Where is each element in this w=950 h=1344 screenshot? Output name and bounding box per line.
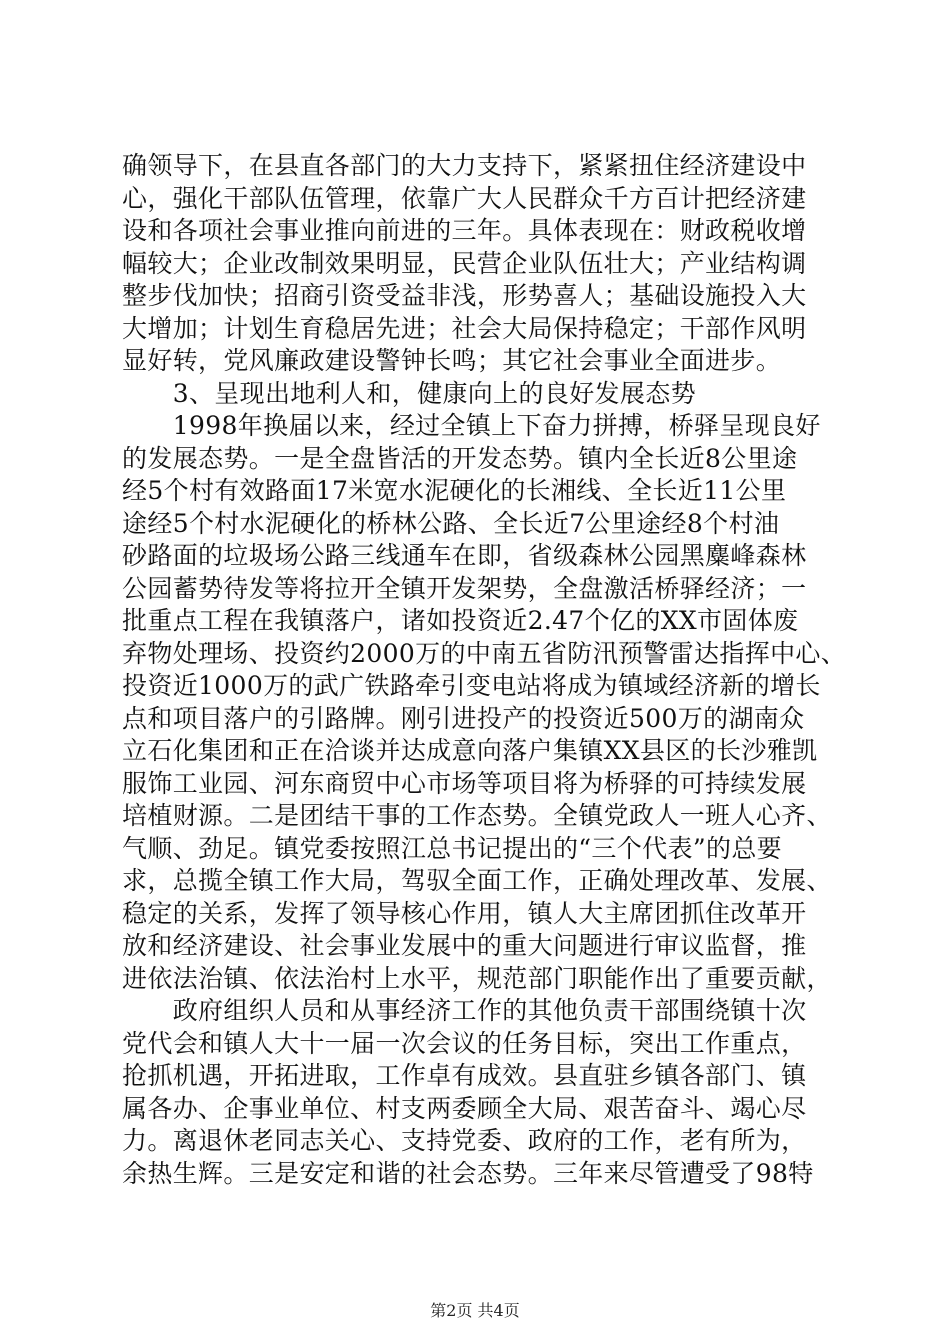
text-line: 显好转，党风廉政建设警钟长鸣；其它社会事业全面进步。 bbox=[122, 346, 782, 375]
body-text-block-2 bbox=[122, 995, 832, 1190]
text-line: 培植财源。二是团结干事的工作态势。全镇党政人一班人心齐、 bbox=[122, 801, 832, 830]
text-line: 公园蓄势待发等将拉开全镇开发架势，全盘激活桥驿经济；一 bbox=[122, 573, 807, 603]
text-line: 幅较大；企业改制效果明显，民营企业队伍壮大；产业结构调 bbox=[122, 248, 807, 278]
text-line: 确领导下，在县直各部门的大力支持下，紧紧扭住经济建设中 bbox=[122, 151, 807, 180]
text-line: 砂路面的垃圾场公路三线通车在即，省级森林公园黑麋峰森林 bbox=[122, 541, 807, 570]
text-line: 余热生辉。三是安定和谐的社会态势。三年来尽管遭受了98特 bbox=[122, 1158, 814, 1188]
text-line: 服饰工业园、河东商贸中心市场等项目将为桥驿的可持续发展 bbox=[122, 768, 807, 798]
text-line: 气顺、劲足。镇党委按照江总书记提出的“三个代表”的总要 bbox=[122, 833, 783, 863]
text-line: 途经5个村水泥硬化的桥林公路、全长近7公里途经8个村油 bbox=[122, 508, 780, 538]
body-text-block-1 bbox=[122, 150, 847, 995]
text-line: 整步伐加快；招商引资受益非浅，形势喜人；基础设施投入大 bbox=[122, 281, 807, 310]
text-line: 放和经济建设、社会事业发展中的重大问题进行审议监督，推 bbox=[122, 931, 807, 960]
text-line: 进依法治镇、依法治村上水平，规范部门职能作出了重要贡献， bbox=[122, 963, 832, 993]
text-line: 党代会和镇人大十一届一次会议的任务目标，突出工作重点， bbox=[122, 1028, 807, 1058]
text-line: 属各办、企事业单位、村支两委顾全大局、艰苦奋斗、竭心尽 bbox=[122, 1093, 807, 1123]
text-line: 力。离退休老同志关心、支持党委、政府的工作，老有所为， bbox=[122, 1126, 807, 1155]
text-line: 批重点工程在我镇落户，诸如投资近2.47个亿的XX市固体废 bbox=[122, 606, 799, 635]
text-line: 经5个村有效路面17米宽水泥硬化的长湘线、全长近11公里 bbox=[122, 476, 787, 505]
text-line: 大增加；计划生育稳居先进；社会大局保持稳定；干部作风明 bbox=[122, 313, 807, 343]
text-line: 心，强化干部队伍管理，依靠广大人民群众千方百计把经济建 bbox=[122, 183, 807, 213]
text-line: 弃物处理场、投资约2000万的中南五省防汛预警雷达指挥中心、 bbox=[122, 638, 847, 668]
text-line: 立石化集团和正在洽谈并达成意向落户集镇XX县区的长沙雅凯 bbox=[122, 736, 818, 765]
text-line: 点和项目落户的引路牌。刚引进投产的投资近500万的湖南众 bbox=[122, 703, 805, 733]
text-line: 稳定的关系，发挥了领导核心作用，镇人大主席团抓住改革开 bbox=[122, 898, 807, 928]
text-line: 的发展态势。一是全盘皆活的开发态势。镇内全长近8公里途 bbox=[122, 443, 798, 473]
text-line: 设和各项社会事业推向前进的三年。具体表现在：财政税收增 bbox=[122, 216, 807, 245]
text-line: 3、呈现出地利人和，健康向上的良好发展态势 bbox=[122, 378, 696, 408]
text-line: 政府组织人员和从事经济工作的其他负责干部围绕镇十次 bbox=[122, 996, 807, 1025]
text-line: 抢抓机遇，开拓进取，工作卓有成效。县直驻乡镇各部门、镇 bbox=[122, 1061, 807, 1090]
page-number-footer: 第2页 共4页 bbox=[430, 1301, 520, 1320]
text-line: 投资近1000万的武广铁路牵引变电站将成为镇域经济新的增长 bbox=[122, 671, 821, 700]
text-line: 1998年换届以来，经过全镇上下奋力拼搏，桥驿呈现良好 bbox=[122, 411, 821, 440]
text-line: 求，总揽全镇工作大局，驾驭全面工作，正确处理改革、发展、 bbox=[122, 866, 832, 895]
